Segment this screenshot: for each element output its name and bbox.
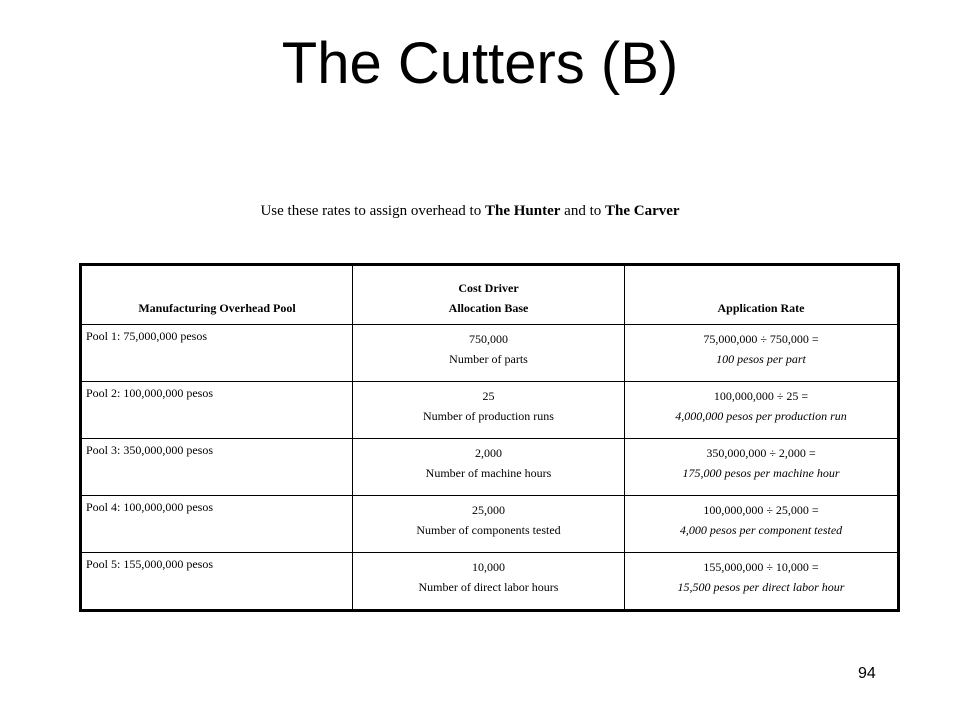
driver-cell <box>353 382 625 439</box>
rate-cell <box>625 496 899 553</box>
rate-cell <box>625 382 899 439</box>
product-carver: The Carver <box>604 203 680 219</box>
driver-quantity: 10,000 <box>472 560 505 574</box>
rate-calc: 100,000,000 ÷ 25 = <box>713 389 809 403</box>
rate-result: 4,000,000 pesos per production run <box>675 409 847 423</box>
driver-quantity: 25 <box>482 389 495 403</box>
driver-quantity: 25,000 <box>472 503 505 517</box>
table-row <box>81 325 899 382</box>
pool-cell: Pool 2: 100,000,000 pesos <box>81 382 353 439</box>
driver-quantity: 750,000 <box>469 332 508 346</box>
driver-cell <box>353 439 625 496</box>
header-cost-driver: Cost Driver Allocation Base <box>353 265 625 325</box>
rate-result: 15,500 pesos per direct labor hour <box>677 580 845 594</box>
rate-calc: 75,000,000 ÷ 750,000 = <box>703 332 819 346</box>
product-hunter: The Hunter <box>484 203 561 219</box>
subtitle-middle: and to <box>560 203 605 219</box>
page-number: 94 <box>858 665 876 682</box>
driver-name: Number of direct labor hours <box>418 580 559 594</box>
driver-cell <box>353 496 625 553</box>
slide-title: The Cutters (B) <box>281 31 679 96</box>
driver-name: Number of parts <box>449 352 528 366</box>
pool-cell: Pool 3: 350,000,000 pesos <box>81 439 353 496</box>
rate-result: 175,000 pesos per machine hour <box>682 466 840 480</box>
header-application-rate: Application Rate <box>625 265 899 325</box>
rate-calc: 155,000,000 ÷ 10,000 = <box>703 560 819 574</box>
table-row <box>81 382 899 439</box>
driver-name: Number of components tested <box>416 523 561 537</box>
driver-cell <box>353 553 625 611</box>
subtitle <box>0 201 940 221</box>
table-row <box>81 553 899 611</box>
pool-cell: Pool 1: 75,000,000 pesos <box>81 325 353 382</box>
rate-cell <box>625 439 899 496</box>
driver-name: Number of production runs <box>423 409 554 423</box>
rate-calc: 350,000,000 ÷ 2,000 = <box>706 446 816 460</box>
rate-cell <box>625 553 899 611</box>
rate-result: 100 pesos per part <box>716 352 806 366</box>
table-row <box>81 439 899 496</box>
pool-cell: Pool 5: 155,000,000 pesos <box>81 553 353 611</box>
header-pool: Manufacturing Overhead Pool <box>81 265 353 325</box>
rate-calc: 100,000,000 ÷ 25,000 = <box>703 503 819 517</box>
subtitle-prefix: Use these rates to assign overhead to <box>260 203 485 219</box>
overhead-rates-table <box>79 263 900 612</box>
pool-cell: Pool 4: 100,000,000 pesos <box>81 496 353 553</box>
rate-result: 4,000 pesos per component tested <box>679 523 843 537</box>
driver-cell <box>353 325 625 382</box>
table-header-row <box>81 265 899 325</box>
driver-quantity: 2,000 <box>475 446 502 460</box>
table-row <box>81 496 899 553</box>
rate-cell <box>625 325 899 382</box>
driver-name: Number of machine hours <box>425 466 552 480</box>
